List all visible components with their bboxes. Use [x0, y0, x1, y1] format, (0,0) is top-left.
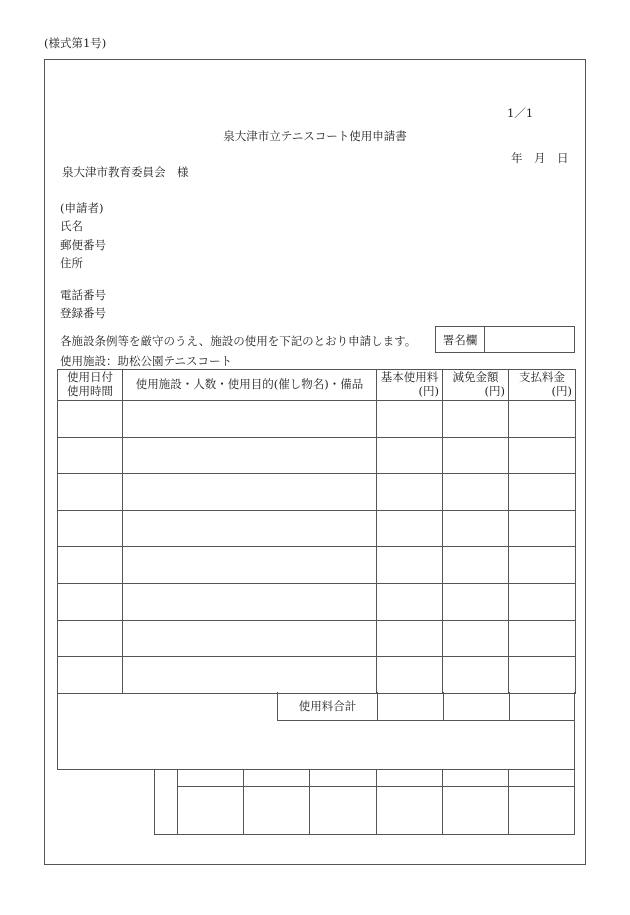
form-title: 泉大津市立テニスコート使用申請書 — [223, 129, 407, 143]
applicant-name-label: 氏名 — [60, 219, 83, 233]
total-basic-fee-cell[interactable] — [377, 692, 444, 720]
table-row[interactable] — [58, 547, 576, 584]
table-header-row — [58, 370, 576, 401]
grid-divider — [177, 786, 574, 787]
addressee: 泉大津市教育委員会 様 — [62, 165, 189, 179]
col-usage-details-header: 使用施設・人数・使用目的(催し物名)・備品 — [123, 370, 377, 401]
grid-divider — [177, 770, 178, 834]
grid-divider — [508, 770, 509, 834]
table-row[interactable] — [58, 401, 576, 438]
table-row[interactable] — [58, 657, 576, 694]
date-line[interactable]: 年 月 日 — [511, 151, 569, 165]
applicant-address-label: 住所 — [60, 256, 83, 270]
col-date-time-header: 使用日付 使用時間 — [58, 370, 123, 401]
col-payment-header: 支払料金 (円) — [509, 370, 576, 401]
total-reduction-cell[interactable] — [443, 692, 510, 720]
usage-table — [57, 369, 576, 694]
facility-line: 使用施設：助松公園テニスコート — [60, 354, 233, 368]
declaration-text: 各施設条例等を厳守のうえ、施設の使用を下記のとおり申請します。 — [60, 334, 417, 348]
table-row[interactable] — [58, 583, 576, 620]
grid-divider — [309, 770, 310, 834]
applicant-postal-label: 郵便番号 — [60, 238, 106, 252]
form-number: (様式第1号) — [44, 36, 107, 50]
table-row[interactable] — [58, 510, 576, 547]
applicant-heading: (申請者) — [60, 201, 104, 215]
total-label: 使用料合計 — [278, 692, 378, 720]
col-reduction-header: 減免金額 (円) — [443, 370, 509, 401]
applicant-phone-label: 電話番号 — [60, 288, 106, 302]
table-row[interactable] — [58, 437, 576, 474]
col-basic-fee-header: 基本使用料 (円) — [377, 370, 443, 401]
signature-box[interactable] — [435, 326, 575, 353]
grid-divider — [376, 770, 377, 834]
grid-divider — [243, 770, 244, 834]
table-row[interactable] — [58, 620, 576, 657]
page-indicator: 1／1 — [507, 106, 534, 120]
office-use-grid — [154, 770, 575, 835]
grid-divider — [442, 770, 443, 834]
applicant-registration-label: 登録番号 — [60, 306, 106, 320]
table-row[interactable] — [58, 474, 576, 511]
total-row — [277, 692, 575, 721]
signature-label: 署名欄 — [436, 327, 485, 352]
